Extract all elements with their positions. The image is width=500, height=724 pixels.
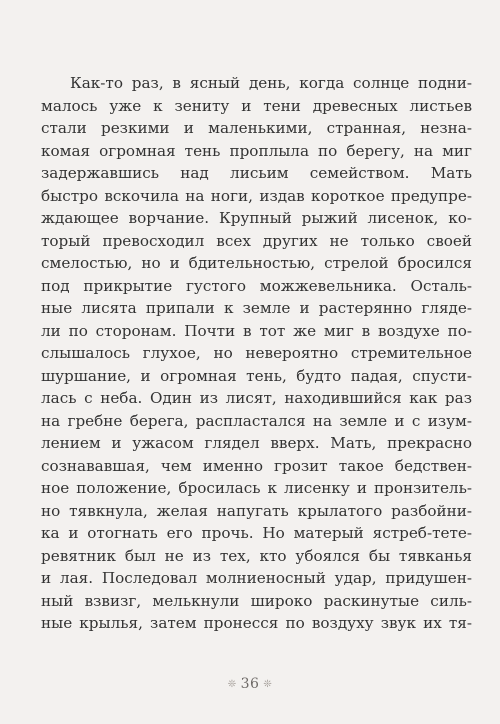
page-number <box>0 676 500 692</box>
text-line: сознававшая, чем именно грозит такое бедствен- <box>41 456 472 475</box>
text-line: на гребне берега, распластался на земле и с изум- <box>41 411 472 430</box>
text-line: шуршание, и огромная тень, будто падая, спусти- <box>41 366 472 385</box>
text-line: стали резкими и маленькими, странная, незна- <box>41 119 472 137</box>
text-line: и лая. Последовал молниеносный удар, придушен- <box>41 569 472 587</box>
text-line: ные крылья, затем пронесся по воздуху звук их тя- <box>41 614 472 632</box>
text-line: ревятник был не из тех, кто убоялся бы тявканья <box>41 546 472 565</box>
text-line: ли по сторонам. Почти в тот же миг в воздухе по- <box>41 321 472 340</box>
text-line: лась с неба. Один из лисят, находившийся как раз <box>41 389 472 407</box>
text-line: задержавшись над лисьим семейством. Мать <box>41 164 472 182</box>
ornament-left-icon: ❊ <box>227 679 237 690</box>
text-line: Как-то раз, в ясный день, когда солнце подни- <box>70 74 472 92</box>
text-line: ный взвизг, мелькнули широко раскинутые силь- <box>41 591 472 610</box>
page-number-value: 36 <box>240 676 260 692</box>
text-line: слышалось глухое, но невероятно стремительное <box>41 344 472 362</box>
text-line: малось уже к зениту и тени древесных листьев <box>41 96 472 115</box>
text-line: ные лисята припали к земле и растерянно гляде- <box>41 299 472 317</box>
text-line: ка и отогнать его прочь. Но матерый ястреб-тете- <box>41 524 472 542</box>
text-line: торый превосходил всех других не только своей <box>41 231 472 250</box>
text-line: ждающее ворчание. Крупный рыжий лисенок, ко- <box>41 209 472 227</box>
text-line: комая огромная тень проплыла по берегу, на миг <box>41 141 472 160</box>
text-line: лением и ужасом глядел вверх. Мать, прекрасно <box>41 434 472 452</box>
text-line: быстро вскочила на ноги, издав короткое предупре- <box>41 186 472 205</box>
text-line: под прикрытие густого можжевельника. Осталь- <box>41 276 472 295</box>
ornament-right-icon: ❊ <box>263 679 273 690</box>
text-line: ное положение, бросилась к лисенку и пронзитель- <box>41 479 472 497</box>
text-line: но тявкнула, желая напугать крылатого разбойни- <box>41 501 472 520</box>
body-paragraph <box>41 72 472 635</box>
text-line: смелостью, но и бдительностью, стрелой бросился <box>41 254 472 272</box>
